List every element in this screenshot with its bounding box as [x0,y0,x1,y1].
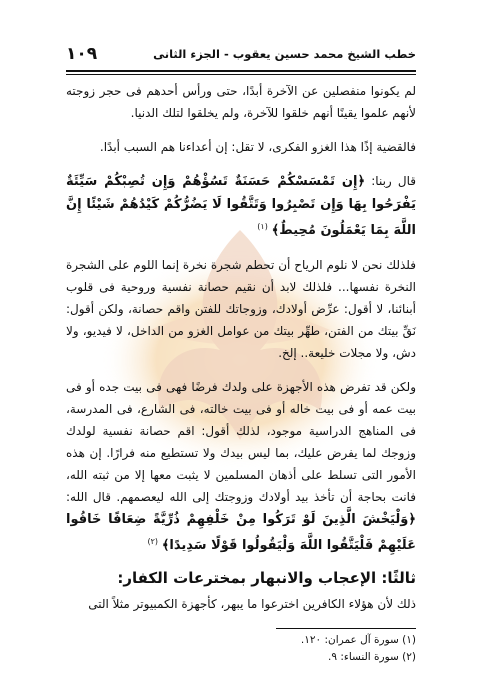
footnote: (٢) سورة النساء: ٩. [328,651,416,663]
footnotes [301,632,416,666]
paragraph: لم يكونوا منفصلين عن الآخرة أبدًا، حتى ورأس أحدهم فى حجر زوجته لأنهم علموا يقينًا أنهم خلقوا للآخرة، ولم يخلقوا لتلك الدنيا. [66,84,416,120]
footnote: (١) سورة آل عمران: ١٢٠. [300,634,416,646]
running-title: خطب الشيخ محمد حسين يعقوب - الجزء الثانى [153,47,416,61]
paragraph-with-verse [66,376,416,557]
footnote-rule [276,628,416,629]
footnote-mark: (٢) [147,537,158,546]
verse-intro: قال ربنا: [371,174,416,188]
header-rule [66,70,416,75]
page-number: ١٠٩ [66,44,98,64]
paragraph-with-verse [66,170,416,242]
paragraph: فلذلك نحن لا نلوم الرياح أن تحطم شجرة نخرة إنما اللوم على الشجرة النخرة نفسها... فلذلك لابد أن نقيم حصانة نفسية وروحية فى قلوب أبنائنا، لا أقول: عرِّض أولادك، وزوجاتك للفتن واقم حصانة، ولكن أقول: نَقِّ بيتك من الفتن، طهِّر بيتك من عوامل الغزو من الداخل، لا فيديو، ولا دش، ولا مجلات خليعة.. إلخ. [66,258,416,360]
quran-verse: ﴿وَلْيَخْشَ الَّذِينَ لَوْ تَرَكُوا مِنْ خَلْفِهِمْ ذُرِّيَّةً ضِعَافًا خَافُوا عَلَيْهِمْ فَلْيَتَّقُوا اللَّهَ وَلْيَقُولُوا قَوْلًا سَدِيدًا﴾ [66,512,416,553]
quran-verse: ﴿إِن تَمْسَسْكُمْ حَسَنَةٌ تَسُؤْهُمْ وَإِن تُصِبْكُمْ سَيِّئَةٌ يَفْرَحُوا بِهَا وَإِن تَصْبِرُوا وَتَتَّقُوا لَا يَضُرُّكُمْ كَيْدُهُمْ شَيْئًا إِنَّ اللَّهَ بِمَا يَعْمَلُونَ مُحِيطٌ﴾ [66,174,416,238]
main-text [66,80,416,615]
paragraph: فالقضية إذًا هذا الغزو الفكرى، لا تقل: إن أعداءنا هم السبب أبدًا. [99,140,416,154]
paragraph: ذلك لأن هؤلاء الكافرين اخترعوا ما يبهر، كأجهزة الكمبيوتر مثلاً التى [88,597,416,611]
page-header [66,40,416,68]
paragraph-text: ولكن قد تفرض هذه الأجهزة على ولدك فرضًا فهى فى بيت جده أو فى بيت عمه أو فى بيت خاله أو فى بيت خالته، فى الشارع، فى المدرسة، فى المناهج الدراسية موجود، لذلك أقول: اقم حصانة نفسية لولدك وزوجك لما يفرض عليك، بما ليس بيدك ولا تستطيع منه فرارًا. إن هذه الأمور التى تسلط على أذهان المسلمين لا يثبت معها إلا من ثبته الله، فانت بحاجة أن تأخذ بيد أولادك وزوجتك إلى الله ليعصمهم. قال الله: [66,380,416,504]
footnote-mark: (١) [257,222,268,231]
section-heading: ثالثًا: الإعجاب والانبهار بمخترعات الكفار: [117,569,416,587]
